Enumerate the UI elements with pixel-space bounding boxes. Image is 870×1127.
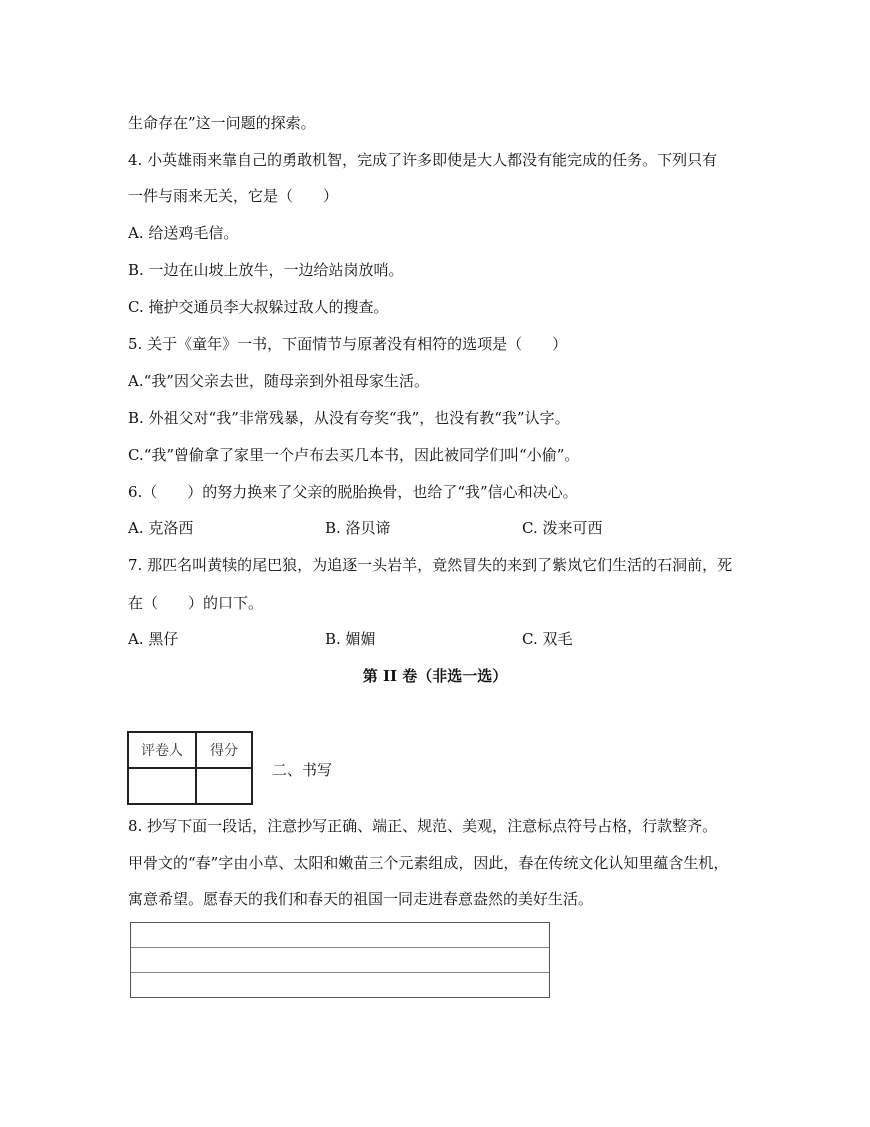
question-6-option-c: C. 泼来可西	[522, 519, 603, 537]
writing-line[interactable]	[131, 923, 549, 948]
score-table	[127, 731, 253, 805]
writing-box[interactable]	[130, 922, 550, 998]
question-8-passage-cont: 寓意希望。愿春天的我们和春天的祖国一同走进春意盎然的美好生活。	[128, 890, 594, 908]
question-5-option-b: B. 外祖父对“我”非常残暴，从没有夸奖“我”，也没有教“我”认字。	[128, 409, 570, 427]
question-7-option-b: B. 媚媚	[325, 630, 376, 648]
writing-line[interactable]	[131, 948, 549, 973]
question-8-stem: 8. 抄写下面一段话，注意抄写正确、端正、规范、美观，注意标点符号占格，行款整齐。	[128, 817, 718, 835]
question-6-option-b: B. 洛贝谛	[325, 519, 391, 537]
text-line: 生命存在”这一问题的探索。	[128, 114, 316, 132]
question-7-stem-cont: 在（ ）的口下。	[128, 594, 264, 612]
score-cell[interactable]	[196, 768, 252, 804]
question-4-option-b: B. 一边在山坡上放牛，一边给站岗放哨。	[128, 261, 404, 279]
grader-cell[interactable]	[128, 768, 196, 804]
question-8-passage: 甲骨文的“春”字由小草、太阳和嫩苗三个元素组成，因此，春在传统文化认知里蕴含生机，	[128, 854, 729, 872]
question-5-option-c: C.“我”曾偷拿了家里一个卢布去买几本书，因此被同学们叫“小偷”。	[128, 446, 580, 464]
question-5-option-a: A.“我”因父亲去世，随母亲到外祖母家生活。	[128, 372, 429, 390]
question-6-option-a: A. 克洛西	[128, 519, 194, 537]
question-6-stem: 6.（ ）的努力换来了父亲的脱胎换骨，也给了“我”信心和决心。	[128, 483, 578, 501]
writing-line[interactable]	[131, 973, 549, 998]
question-4-stem-cont: 一件与雨来无关，它是（ ）	[128, 187, 339, 205]
question-5-stem: 5. 关于《童年》一书，下面情节与原著没有相符的选项是（ ）	[128, 335, 568, 353]
part-2-title: 第 II 卷（非选一选）	[362, 667, 508, 685]
question-4-stem: 4. 小英雄雨来靠自己的勇敢机智，完成了许多即使是大人都没有能完成的任务。下列只有	[128, 151, 718, 169]
question-7-option-a: A. 黑仔	[128, 630, 179, 648]
section-heading: 二、书写	[272, 761, 333, 779]
question-7-option-c: C. 双毛	[522, 630, 573, 648]
question-4-option-a: A. 给送鸡毛信。	[128, 224, 239, 242]
question-7-stem: 7. 那匹名叫黄犊的尾巴狼，为追逐一头岩羊，竟然冒失的来到了紫岚它们生活的石洞前，死	[128, 556, 733, 574]
score-label: 得分	[196, 732, 252, 768]
question-4-option-c: C. 掩护交通员李大叔躲过敌人的搜查。	[128, 298, 389, 316]
grader-label: 评卷人	[128, 732, 196, 768]
